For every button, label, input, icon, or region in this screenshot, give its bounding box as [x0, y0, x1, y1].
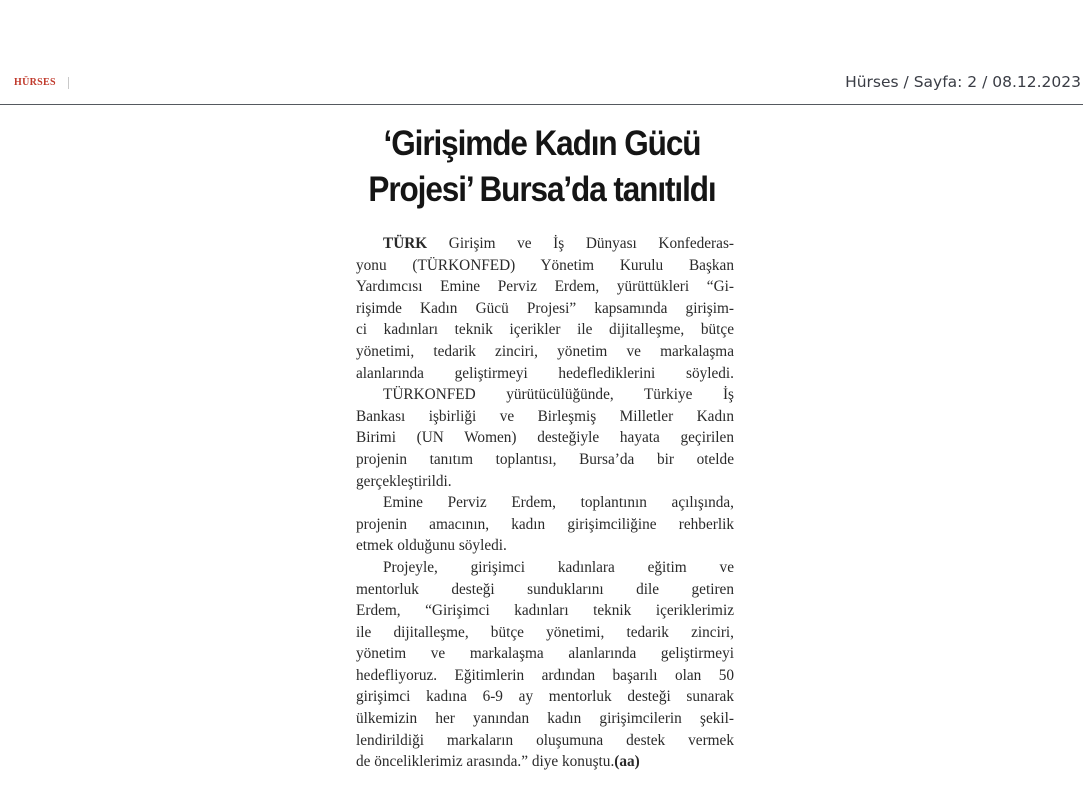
article-line: mentorluk desteği sunduklarını dile getiren: [356, 580, 734, 598]
article-line: Emine Perviz Erdem, toplantının açılışında,: [383, 494, 734, 512]
article-line: Birimi (UN Women) desteğiyle hayata geçirilen: [356, 429, 734, 447]
article-line: ci kadınları teknik içerikler ile dijitalleşme, bütçe: [356, 321, 734, 339]
article-line: hedefliyoruz. Eğitimlerin ardından başarılı olan 50: [356, 666, 734, 684]
headline-line-2: Projesi’ Bursa’da tanıtıldı: [368, 170, 716, 209]
article-body: [356, 233, 734, 773]
article-line: gerçekleştirildi.: [356, 472, 452, 490]
article-line-text: de önceliklerimiz arasında.” diye konuştu.: [356, 753, 615, 771]
article-line: etmek olduğunu söyledi.: [356, 537, 507, 555]
newspaper-logo: HÜRSES: [14, 77, 69, 89]
article-line: projenin amacının, kadın girişimciliğine rehberlik: [356, 515, 734, 533]
article-line: yönetim ve markalaşma alanlarında geliştirmeyi: [356, 645, 734, 663]
article-headline: [360, 121, 724, 213]
headline-line-1: ‘Girişimde Kadın Gücü: [383, 124, 701, 163]
article-line: Yardımcısı Emine Perviz Erdem, yürüttükleri “Gi-: [356, 278, 734, 296]
article-line: girişimci kadına 6-9 ay mentorluk desteği sunarak: [356, 688, 734, 706]
article-line: [356, 233, 734, 255]
article-line: Bankası işbirliği ve Birleşmiş Milletler Kadın: [356, 407, 734, 425]
article-line: ülkemizin her yanından kadın girişimcilerin şekil-: [356, 710, 734, 728]
article-line: rişimde Kadın Gücü Projesi” kapsamında girişim-: [356, 299, 734, 317]
article-line: yonu (TÜRKONFED) Yönetim Kurulu Başkan: [356, 256, 734, 274]
article-line: TÜRKONFED yürütücülüğünde, Türkiye İş: [383, 386, 734, 404]
article-source: (aa): [614, 753, 640, 771]
article-line: yönetimi, tedarik zinciri, yönetim ve markalaşma: [356, 342, 734, 360]
article-line: Projeyle, girişimci kadınlara eğitim ve: [383, 558, 734, 576]
article-line: alanlarında geliştirmeyi hedeflediklerini söyledi.: [356, 364, 734, 382]
article-line: Erdem, “Girişimci kadınları teknik içeriklerimiz: [356, 602, 734, 620]
lead-word: TÜRK: [383, 235, 428, 252]
page-meta: Hürses / Sayfa: 2 / 08.12.2023: [845, 73, 1081, 91]
page-header: [0, 0, 1083, 105]
article-line: [356, 751, 734, 773]
article-line: projenin tanıtım toplantısı, Bursa’da bir otelde: [356, 450, 734, 468]
article-line: ile dijitalleşme, bütçe yönetimi, tedarik zinciri,: [356, 623, 734, 641]
article-line: lendirildiği markaların oluşumuna destek vermek: [356, 731, 734, 749]
article-line-text: Girişim ve İş Dünyası Konfederas-: [427, 235, 734, 252]
